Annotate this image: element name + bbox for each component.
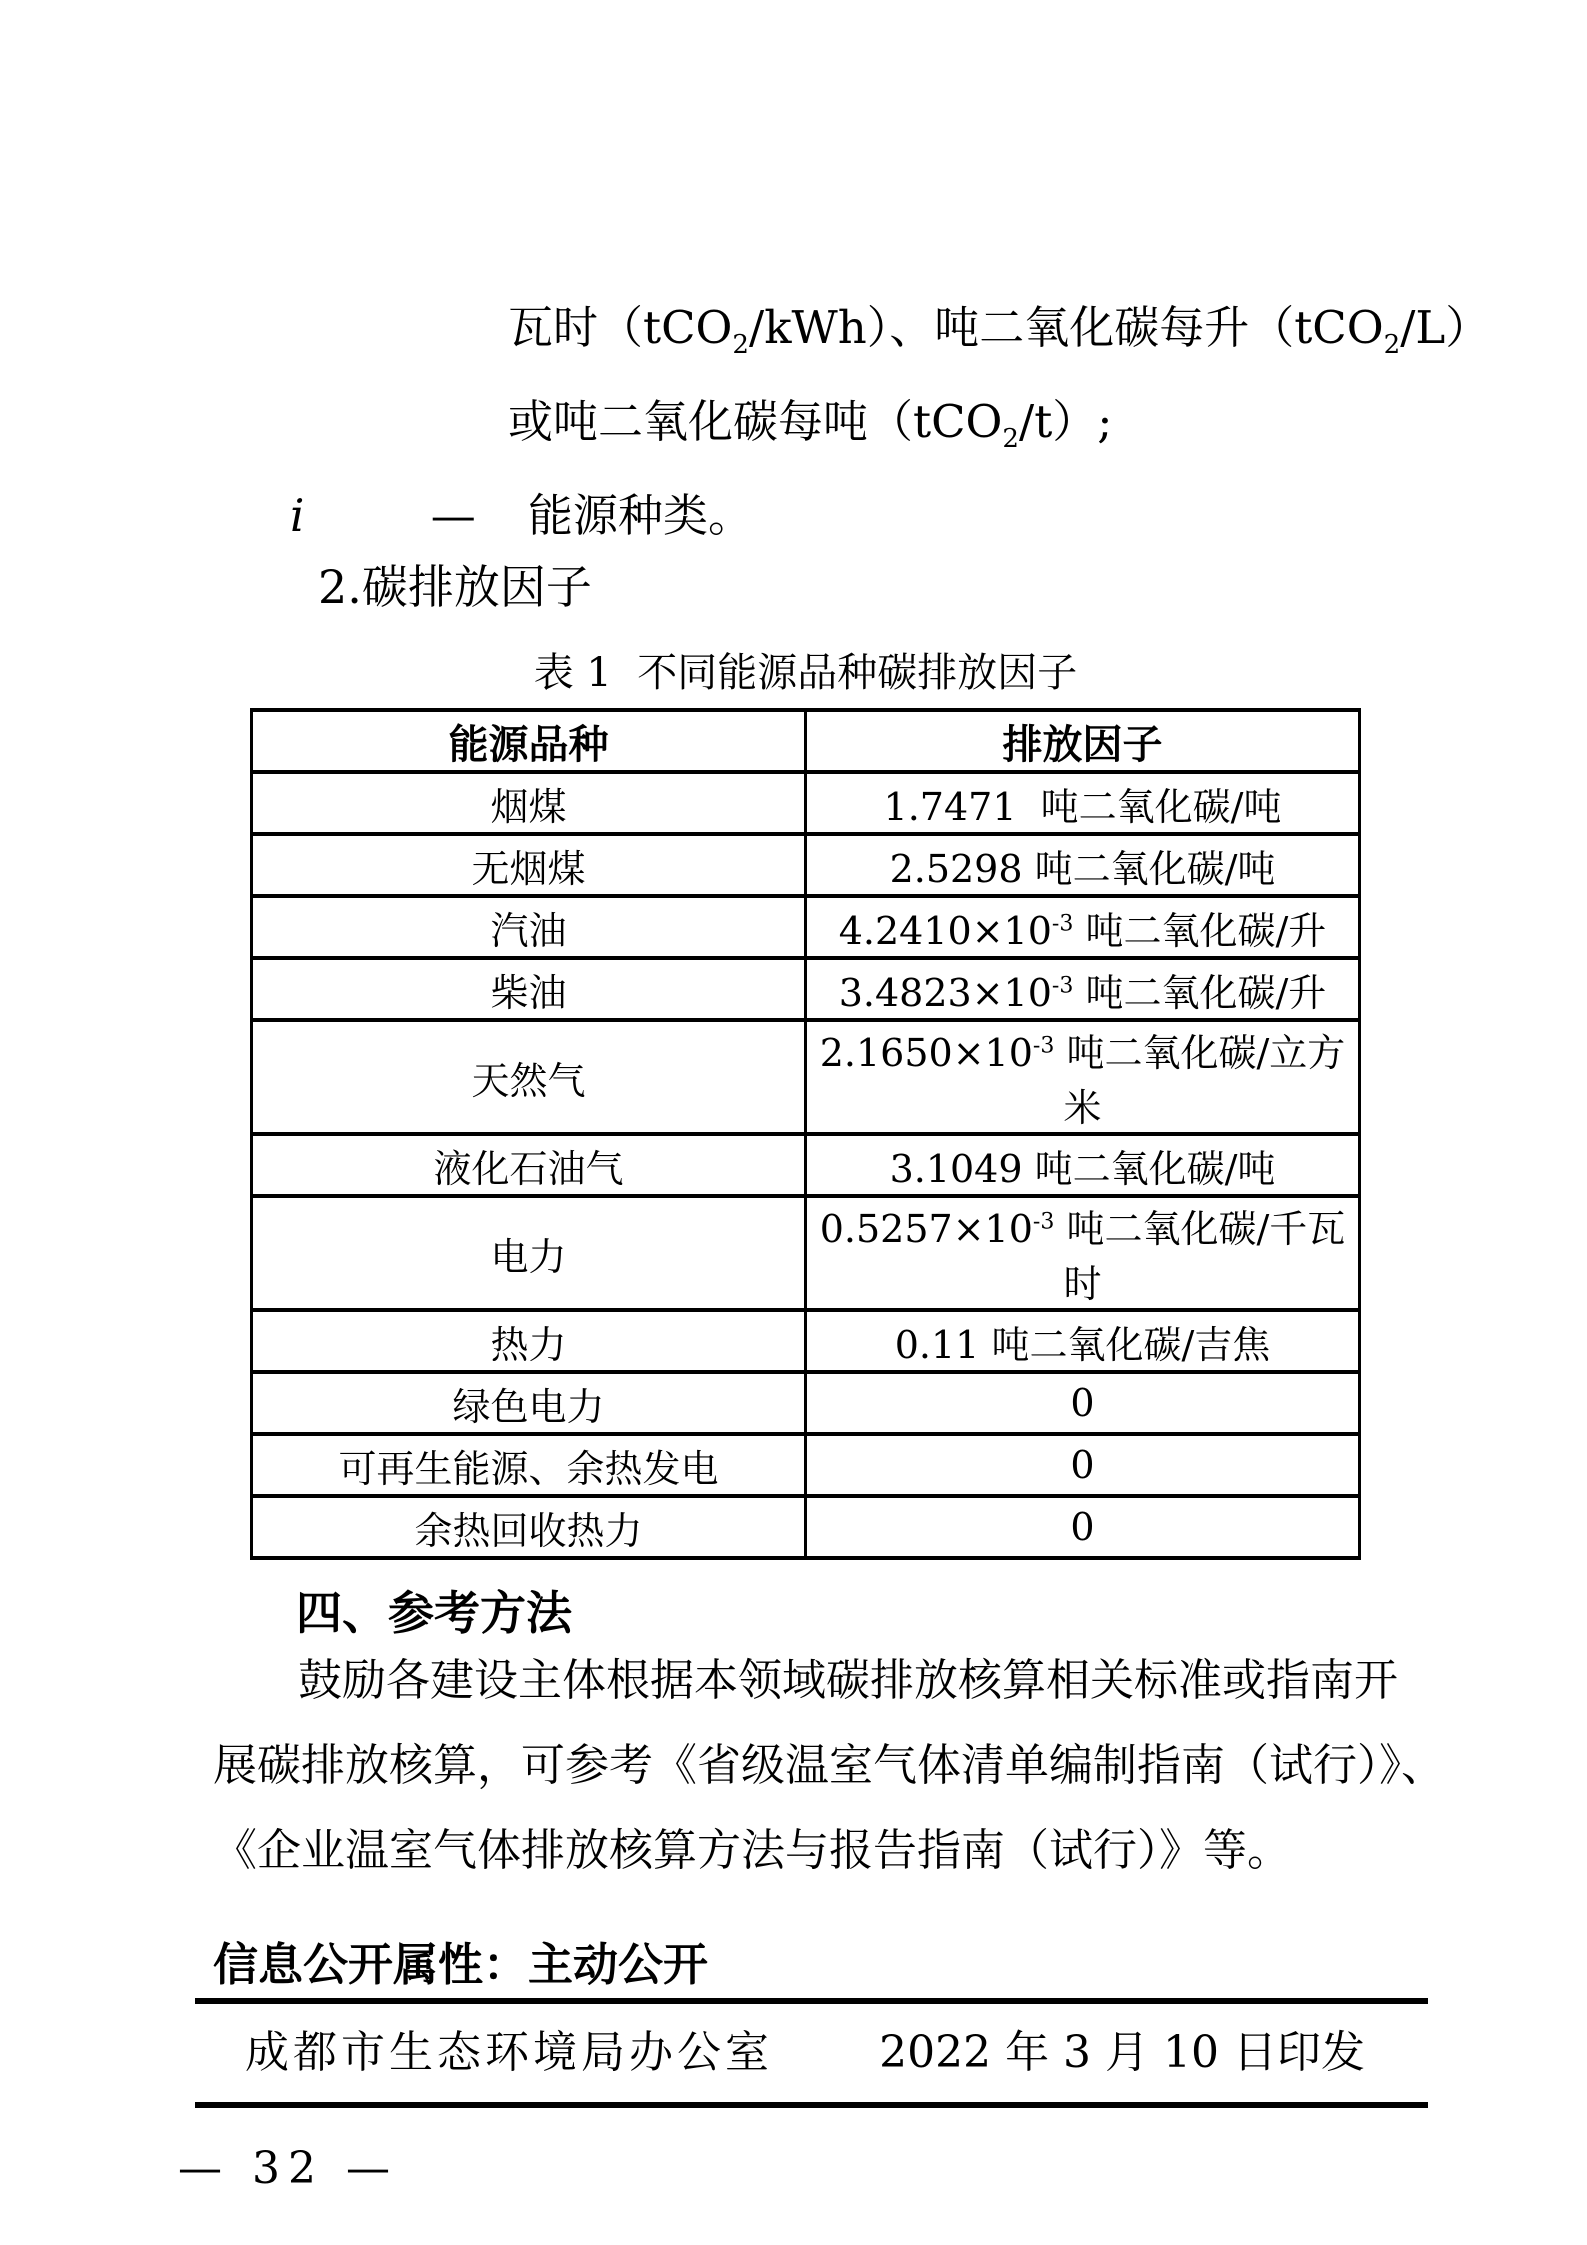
energy-type-cell: 液化石油气 [252, 1134, 806, 1196]
column-header-emission-factor: 排放因子 [806, 710, 1360, 772]
unit-line-1: 瓦时（tCO$_2$/kWh）、吨二氧化碳每升（tCO$_2$/L） [508, 301, 1491, 360]
factor-table-body [252, 772, 1360, 1558]
definition-dash: — [430, 489, 476, 542]
unit-description-block [508, 301, 1587, 454]
page-number: — 32 — [178, 2143, 398, 2194]
table-row [252, 834, 1360, 896]
table-row [252, 1310, 1360, 1372]
paragraph-line: 展碳排放核算，可参考《省级温室气体清单编制指南（试行）》、 [213, 1740, 1445, 1791]
definition-meaning: 能源种类。 [528, 489, 754, 542]
emission-factor-cell: 0 [806, 1434, 1360, 1496]
emission-factor-table [250, 708, 1361, 1560]
energy-type-cell: 电力 [252, 1196, 806, 1310]
table-row [252, 1496, 1360, 1558]
section4-heading: 四、参考方法 [296, 1586, 572, 1640]
unit-line-2: 或吨二氧化碳每吨（tCO$_2$/t）; [508, 395, 1113, 454]
energy-type-cell: 绿色电力 [252, 1372, 806, 1434]
emission-factor-cell: 2.5298 吨二氧化碳/吨 [806, 834, 1360, 896]
table-row [252, 958, 1360, 1020]
emission-factor-cell: $2.1650\times 10^{-3}$ 吨二氧化碳/立方米 [806, 1020, 1360, 1134]
emission-factor-cell: $0.5257\times 10^{-3}$ 吨二氧化碳/千瓦时 [806, 1196, 1360, 1310]
footer-rule-top [195, 1998, 1428, 2004]
table-row [252, 1134, 1360, 1196]
column-header-energy-type: 能源品种 [252, 710, 806, 772]
table-title: 表 1 不同能源品种碳排放因子 [533, 650, 1078, 696]
energy-type-cell: 烟煤 [252, 772, 806, 834]
emission-factor-cell: $3.4823\times 10^{-3}$ 吨二氧化碳/升 [806, 958, 1360, 1020]
table-row [252, 1196, 1360, 1310]
table-row [252, 896, 1360, 958]
emission-factor-cell: 0 [806, 1496, 1360, 1558]
table-row [252, 1372, 1360, 1434]
disclosure-attribute-line [213, 1940, 1587, 1990]
symbol-definition-row [0, 491, 1587, 541]
energy-type-cell: 柴油 [252, 958, 806, 1020]
issuer-office: 成都市生态环境局办公室 [245, 2027, 773, 2078]
emission-factor-cell: 0 [806, 1372, 1360, 1434]
symbol-i: i [290, 489, 305, 542]
energy-type-cell: 天然气 [252, 1020, 806, 1134]
footer-issuer-row [245, 2028, 1365, 2078]
issue-date: 2022 年 3 月 10 日印发 [879, 2027, 1365, 2078]
energy-type-cell: 汽油 [252, 896, 806, 958]
disclosure-label: 信息公开属性： [213, 1938, 529, 1991]
table-row [252, 1434, 1360, 1496]
paragraph-line: 《企业温室气体排放核算方法与报告指南（试行）》等。 [213, 1825, 1291, 1876]
paragraph-line: 鼓励各建设主体根据本领域碳排放核算相关标准或指南开 [298, 1655, 1398, 1706]
emission-factor-cell: 1.7471 吨二氧化碳/吨 [806, 772, 1360, 834]
table-header-row [252, 710, 1360, 772]
emission-factor-cell: 3.1049 吨二氧化碳/吨 [806, 1134, 1360, 1196]
footer-rule-bottom [195, 2102, 1428, 2108]
reference-paragraph [213, 1656, 1503, 1876]
energy-type-cell: 无烟煤 [252, 834, 806, 896]
table-row [252, 1020, 1360, 1134]
section2-heading: 2.碳排放因子 [318, 560, 592, 614]
energy-type-cell: 余热回收热力 [252, 1496, 806, 1558]
energy-type-cell: 热力 [252, 1310, 806, 1372]
energy-type-cell: 可再生能源、余热发电 [252, 1434, 806, 1496]
emission-factor-cell: 0.11 吨二氧化碳/吉焦 [806, 1310, 1360, 1372]
table-row [252, 772, 1360, 834]
disclosure-value: 主动公开 [528, 1938, 709, 1991]
emission-factor-cell: $4.2410\times 10^{-3}$ 吨二氧化碳/升 [806, 896, 1360, 958]
